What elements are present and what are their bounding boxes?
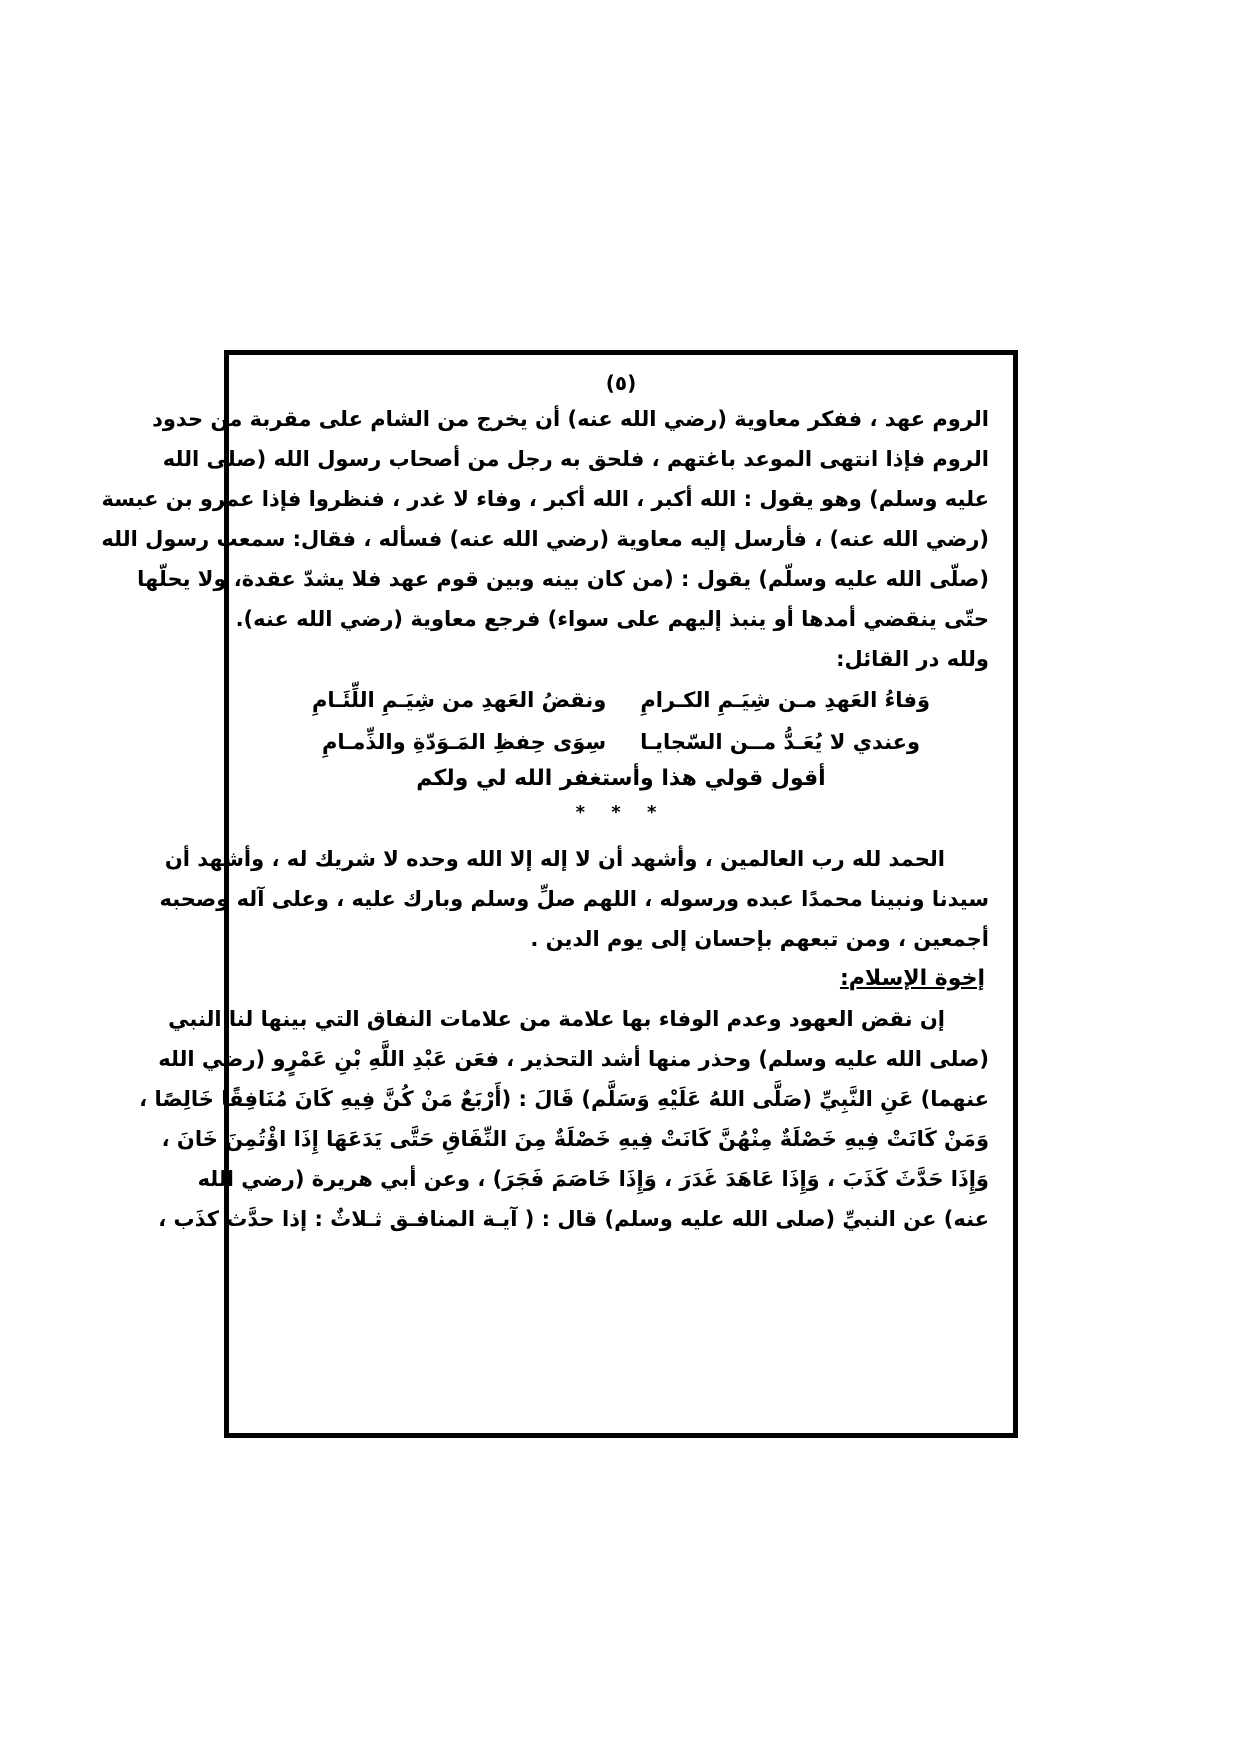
poem-verse [253, 721, 989, 763]
closing-statement: أقول قولي هذا وأستغفر الله لي ولكم [416, 766, 826, 791]
heading-colon: : [839, 966, 849, 991]
paragraph-hadith [139, 999, 989, 1239]
page-content [101, 399, 989, 1239]
text-line: (رضي الله عنه) ، فأرسل إليه معاوية (رضي الله عنه) فسأله ، فقال: سمعت رسول الله [101, 527, 989, 551]
section-separator: * * * [575, 802, 667, 823]
text-line: أجمعين ، ومن تبعهم بإحسان إلى يوم الدين . [530, 927, 989, 951]
poem-verse [253, 679, 989, 721]
section-heading [253, 959, 989, 999]
verse-first-hemistich: وعندي لا يُعَـدُّ مــن السّجايـا [640, 730, 921, 754]
text-line: إن نقض العهود وعدم الوفاء بها علامة من علامات النفاق التي بينها لنا النبي [168, 1007, 945, 1031]
paragraph-story [101, 399, 989, 639]
text-line: الروم عهد ، ففكر معاوية (رضي الله عنه) أن يخرج من الشام على مقربة من حدود [152, 407, 989, 431]
text-line: (صلّى الله عليه وسلّم) يقول : (من كان بينه وبين قوم عهد فلا يشدّ عقدة، ولا يحلّها [137, 567, 989, 591]
text-line: الحمد لله رب العالمين ، وأشهد أن لا إله إلا الله وحده لا شريك له ، وأشهد أن [164, 847, 945, 871]
verse-first-hemistich: وَفاءُ العَهدِ مـن شِيَـمِ الكـرامِ [640, 688, 931, 712]
poem [253, 679, 989, 763]
text-line: (صلى الله عليه وسلم) وحذر منها أشد التحذير ، فعَن عَبْدِ اللَّهِ بْنِ عَمْرٍو (رضي الله [158, 1047, 989, 1071]
text-line: الروم فإذا انتهى الموعد باغتهم ، فلحق به رجل من أصحاب رسول الله (صلى الله [162, 447, 989, 471]
text-line: وَمَنْ كَانَتْ فِيهِ خَصْلَةٌ مِنْهُنَّ كَانَتْ فِيهِ خَصْلَةٌ مِنَ النِّفَاقِ حَتَّى يَدَعَهَا إِذَا اؤْتُمِنَ خَانَ ، [161, 1127, 989, 1151]
heading-text: إخوة الإسلام [848, 966, 985, 991]
verse-second-hemistich: سِوَى حِفظِ المَـوَدّةِ والذِّمـامِ [321, 730, 607, 754]
text-line: وَإِذَا حَدَّثَ كَذَبَ ، وَإِذَا عَاهَدَ غَدَرَ ، وَإِذَا خَاصَمَ فَجَرَ) ، وعن أبي هريرة (رضي الله [197, 1167, 989, 1191]
text-line: عليه وسلم) وهو يقول : الله أكبر ، الله أكبر ، وفاء لا غدر ، فنظروا فإذا عمرو بن عبسة [101, 487, 989, 511]
page-frame [101, 350, 1018, 1438]
page-number: (٥) [605, 371, 637, 395]
verse-second-hemistich: ونقضُ العَهدِ من شِيَـمِ اللِّئَـامِ [312, 688, 607, 712]
text-line: عنهما) عَنِ النَّبِيِّ (صَلَّى اللهُ عَلَيْهِ وَسَلَّم) قَالَ : (أَرْبَعٌ مَنْ كُنَّ فِيهِ كَانَ مُنَافِقًا خَالِصًا ، [139, 1087, 989, 1111]
paragraph-praise [159, 839, 989, 959]
text-line: سيدنا ونبينا محمدًا عبده ورسوله ، اللهم صلِّ وسلم وبارك عليه ، وعلى آله وصحبه [159, 887, 989, 911]
text-line: عنه) عن النبيِّ (صلى الله عليه وسلم) قال : ( آيـة المنافـق ثـلاثٌ : إذا حدَّث كذَب ، [158, 1207, 989, 1231]
text-line: حتّى ينقضي أمدها أو ينبذ إليهم على سواء) فرجع معاوية (رضي الله عنه). [235, 607, 989, 631]
poet-intro: ولله در القائل: [836, 647, 989, 671]
